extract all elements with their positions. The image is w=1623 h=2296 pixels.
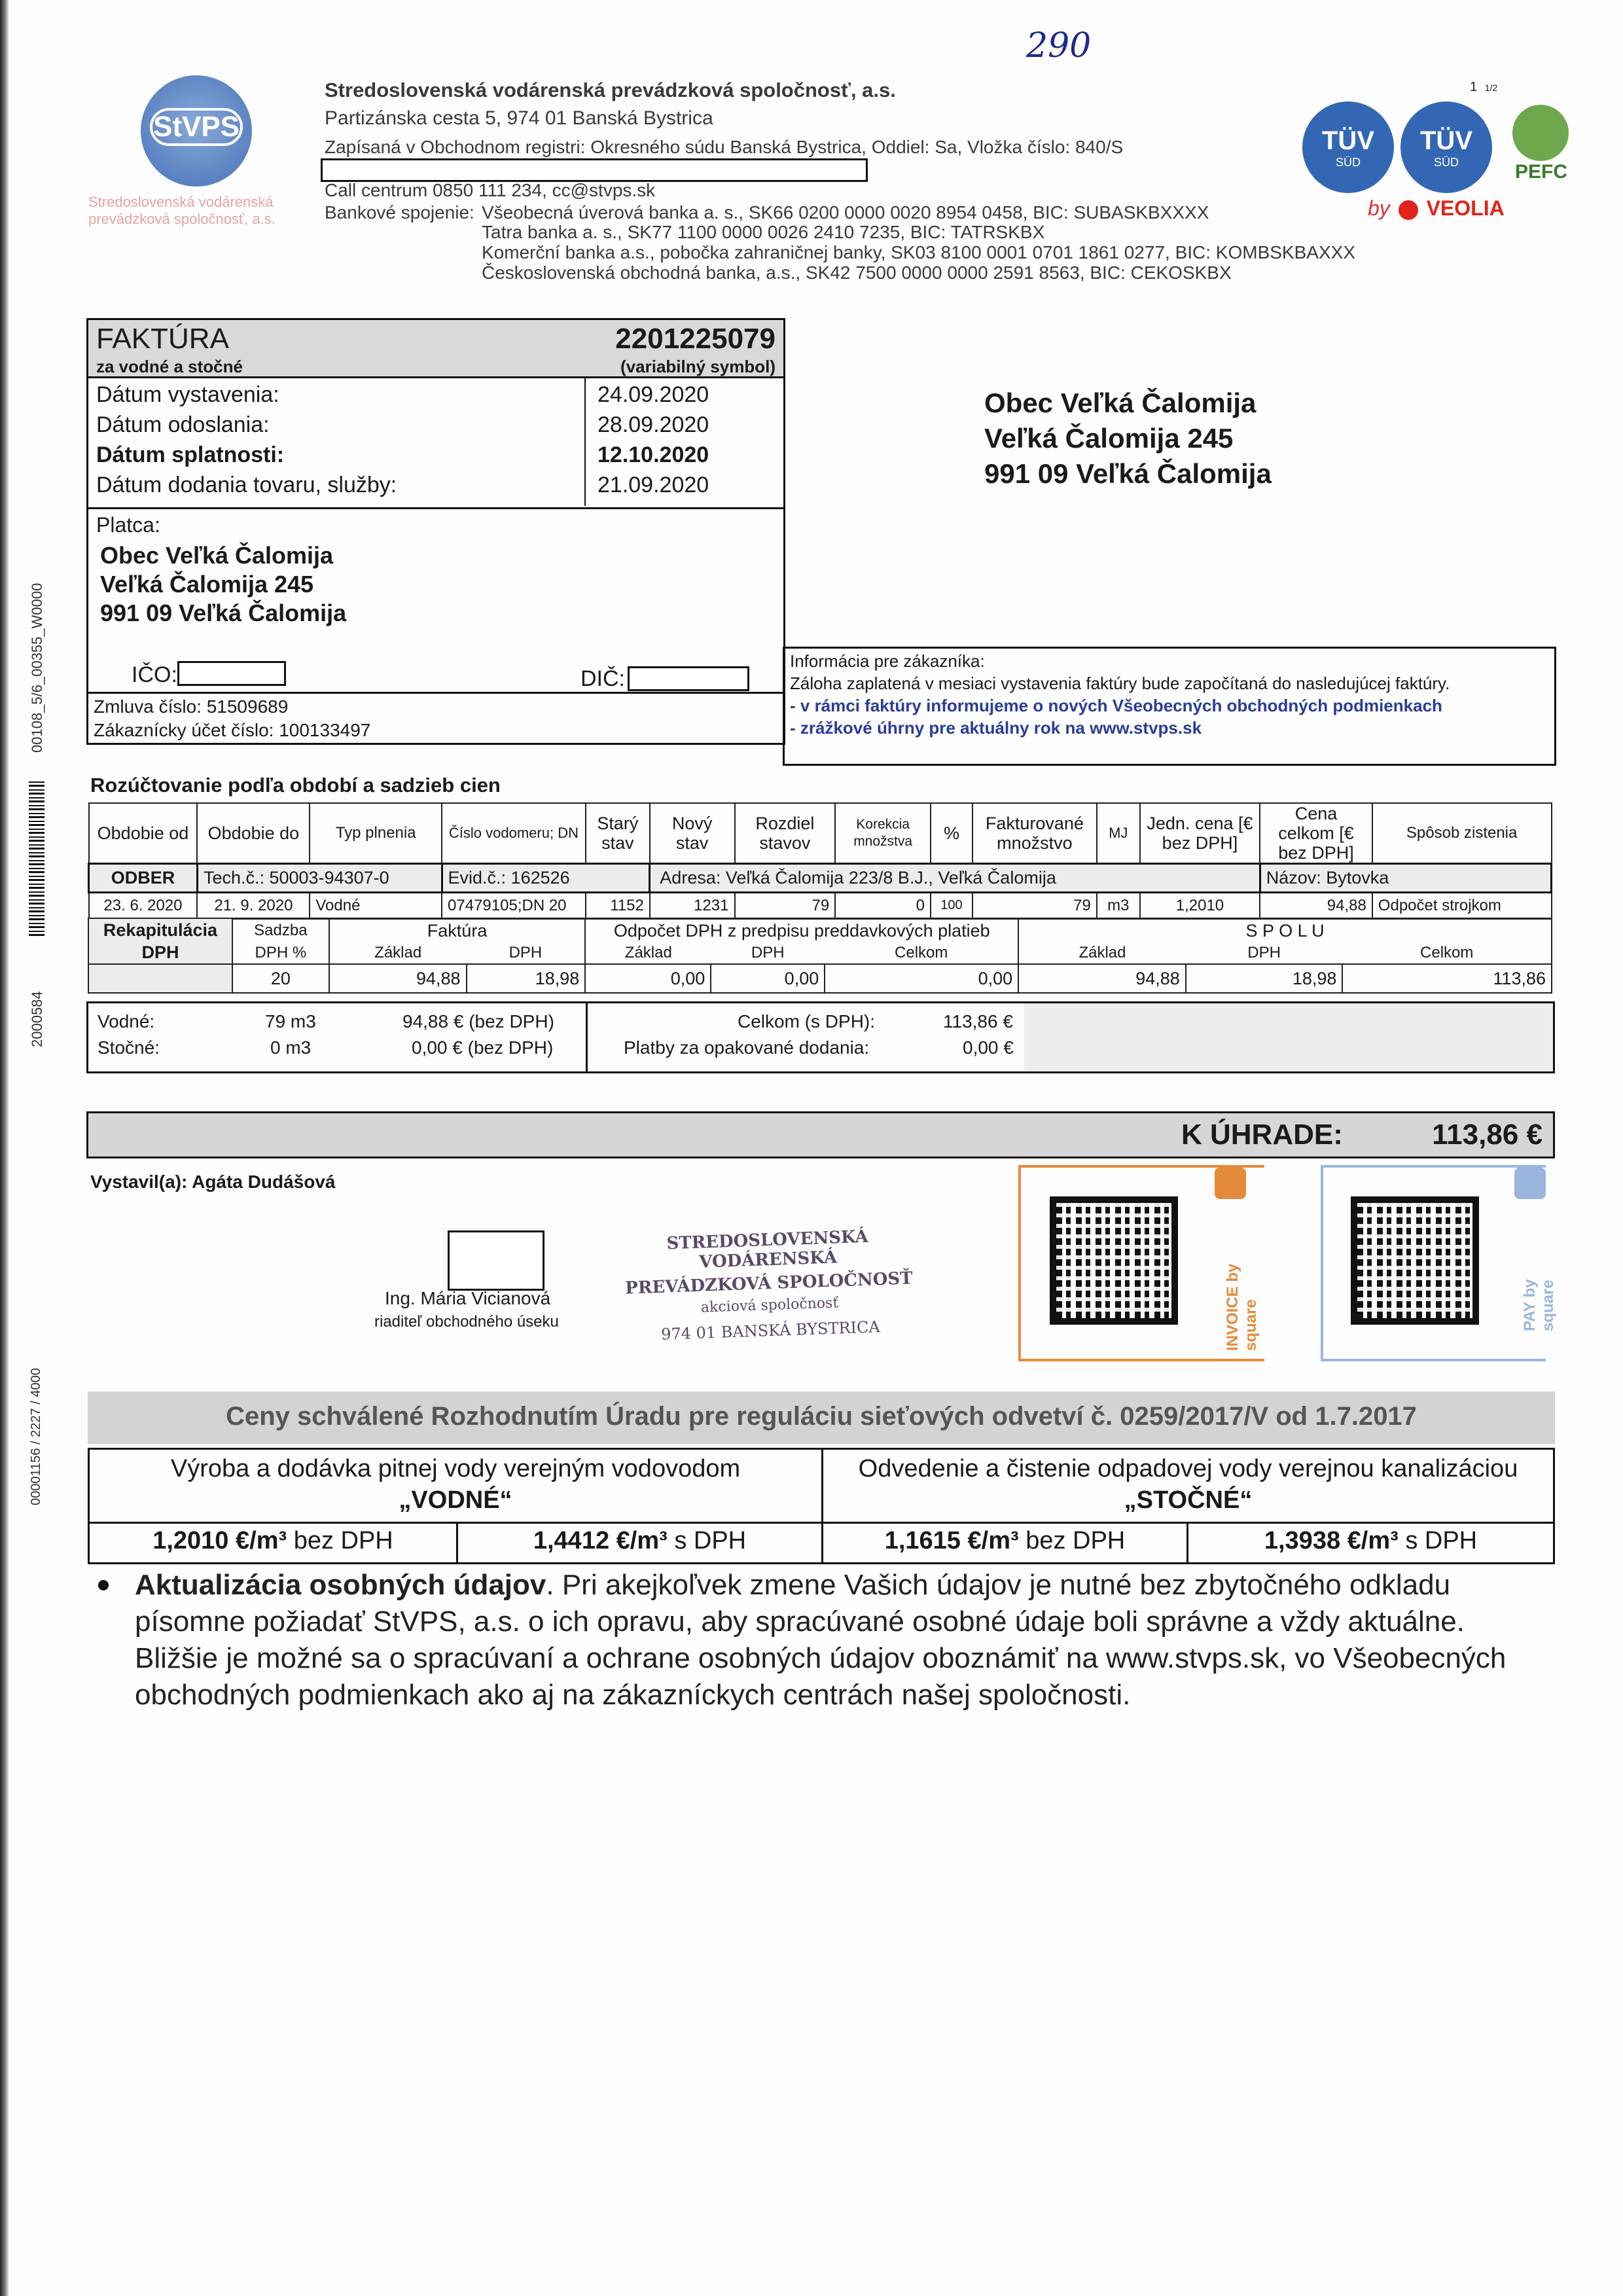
col-unit-price: Jedn. cena [€ bez DPH] [1140, 803, 1260, 864]
col-period-from: Obdobie od [89, 803, 198, 864]
ico-redacted [177, 661, 286, 686]
pay-qr-code [1351, 1196, 1479, 1325]
odber-name: Názov: Bytovka [1260, 864, 1551, 893]
date-value-issued: 24.09.2020 [597, 382, 709, 407]
recap-advance-head: Odpočet DPH z predpisu preddavkových platieb [585, 918, 1018, 942]
recap-head-row-1 [88, 918, 1552, 942]
page-counter [1470, 80, 1497, 95]
tuv-label-2: TÜV [1420, 126, 1472, 155]
sewer-price-net-suffix: bez DPH [1018, 1527, 1126, 1554]
recap-s-base: 94,88 [1018, 964, 1186, 993]
repeat-payments-value: 0,00 € [963, 1037, 1014, 1058]
odber-evid: Evid.č.: 162526 [442, 864, 650, 893]
pay-by-square-label: PAY by square [1521, 1279, 1557, 1331]
invoice-qr-code [1050, 1196, 1178, 1325]
recap-s-total: 113,86 [1342, 964, 1552, 993]
col-method: Spôsob zistenia [1372, 803, 1552, 864]
logo-text: StVPS [150, 108, 243, 146]
company-stamp [613, 1225, 925, 1345]
cell-meter: 07479105;DN 20 [442, 893, 586, 919]
date-value-delivery: 21.09.2020 [597, 473, 709, 497]
recap-o-vat-head: DPH [711, 942, 825, 964]
date-label-issued: Dátum vystavenia: [96, 382, 279, 407]
pefc-tree-icon [1512, 105, 1569, 161]
invoice-qr-doc-icon [1215, 1168, 1246, 1199]
recap-s-total-head: Celkom [1342, 942, 1552, 964]
odber-address: Adresa: Veľká Čalomija 223/8 B.J., Veľká Čalomija [650, 864, 1260, 893]
recap-f-vat-head: DPH [467, 942, 586, 964]
sewer-price-gross-suffix: s DPH [1398, 1527, 1478, 1554]
signature-redacted [448, 1230, 544, 1291]
cell-period-from: 23. 6. 2020 [89, 893, 198, 919]
recipient-line-2: Veľká Čalomija 245 [984, 423, 1234, 454]
repeat-payments-label: Platby za opakované dodania: [624, 1037, 870, 1058]
customer-info-box [783, 647, 1556, 766]
recap-f-base-head: Základ [329, 942, 467, 964]
pay-qr-card-icon [1514, 1168, 1546, 1199]
water-price-gross [458, 1527, 821, 1555]
stamp-line-3: akciová spoločnosť [700, 1295, 839, 1316]
col-old-state: Starý stav [586, 803, 650, 864]
sewer-price-net-value: 1,1615 €/m³ [884, 1527, 1019, 1554]
side-barcode [29, 779, 45, 936]
notice-bold: Aktualizácia osobných údajov [135, 1569, 546, 1601]
stocne-label: Stočné: [98, 1037, 160, 1058]
recipient-line-1: Obec Veľká Čalomija [984, 387, 1257, 418]
total-with-vat-value: 113,86 € [943, 1011, 1013, 1031]
stocne-amount: 0,00 € (bez DPH) [412, 1037, 554, 1058]
recap-title [88, 918, 232, 964]
customer-account: Zákaznícky účet číslo: 100133497 [94, 720, 371, 740]
page-counter-main: 1 [1470, 80, 1478, 94]
col-total-price: Cena celkom [€ bez DPH] [1260, 803, 1372, 864]
col-unit: MJ [1097, 803, 1140, 864]
cell-unit-price: 1,2010 [1140, 893, 1260, 919]
water-name: „VODNÉ“ [399, 1486, 512, 1514]
stamp-line-2: PREVÁDZKOVÁ SPOLOČNOSŤ [624, 1268, 914, 1299]
recap-title-line2: DPH [141, 942, 179, 962]
company-name: Stredoslovenská vodárenská prevádzková spoločnosť, a.s. [325, 79, 896, 101]
col-correction: Korekcia množstva [835, 803, 931, 864]
cell-old-state: 1152 [586, 893, 650, 919]
date-label-due: Dátum splatnosti: [96, 442, 285, 467]
pefc-label: PEFC [1514, 161, 1567, 183]
sud-label-1: SÜD [1335, 156, 1361, 169]
veolia-icon [1399, 200, 1418, 220]
veolia-label: VEOLIA [1426, 196, 1505, 220]
invoice-by-square-label: INVOICE by square [1224, 1263, 1260, 1351]
info-line-3: - zrážkové úhrny pre aktuálny rok na www.stvps.sk [790, 718, 1202, 738]
redacted-line [321, 158, 868, 182]
notice-text: . Pri akejkoľvek zmene Vašich údajov je nutné bez zbytočného odkladu písomne požiadať StVPS, a.s. o ich opravu, aby spracúvané osobné údaje boli správne a vždy aktuálne. Bližšie je možné sa o spracúvaní a ochrane osobných údajov oboznámiť na www.stvps.sk, vo Všeobecných obchodných podmienkach ako aj na zákazníckych centrách našej spoločnosti. [135, 1569, 1507, 1711]
contract-section [88, 692, 783, 745]
prices-row-divider [90, 1522, 1553, 1524]
company-address: Partizánska cesta 5, 974 01 Banská Bystrica [325, 107, 713, 129]
recap-o-base-head: Základ [585, 942, 711, 964]
summary-divider [586, 1003, 588, 1071]
cell-supply-type: Vodné [310, 893, 442, 919]
date-value-sent: 28.09.2020 [597, 412, 709, 437]
payer-section [88, 507, 783, 694]
recap-blank [88, 964, 232, 993]
cell-method: Odpočet strojkom [1372, 893, 1552, 919]
sewer-price-net [823, 1527, 1186, 1555]
cell-total-price: 94,88 [1260, 893, 1372, 919]
prices-title: Ceny schválené Rozhodnutím Úradu pre reguláciu sieťových odvetví č. 0259/2017/V od 1.7.2017 [226, 1402, 1417, 1431]
recap-total-head: S P O L U [1018, 918, 1552, 942]
side-code-middle: 2000584 [29, 991, 45, 1047]
vat-recap-table [88, 918, 1552, 994]
breakdown-table [88, 802, 1552, 920]
summary-right-shade [1024, 1003, 1553, 1071]
total-with-vat-label: Celkom (s DPH): [738, 1011, 876, 1031]
water-heading: Výroba a dodávka pitnej vody verejným vodovodom [170, 1455, 741, 1482]
dates-divider [584, 378, 586, 506]
stamp-line-1: STREDOSLOVENSKÁ VODÁRENSKÁ [666, 1227, 869, 1272]
recap-value-row [88, 964, 1552, 993]
bank-line-2: Tatra banka a. s., SK77 1100 0000 0026 2410 7235, BIC: TATRSKBX [482, 222, 1045, 242]
recap-o-base: 0,00 [585, 964, 711, 993]
col-period-to: Obdobie do [197, 803, 310, 864]
cell-new-state: 1231 [650, 893, 735, 919]
info-title: Informácia pre zákazníka: [790, 651, 985, 671]
invoice-qr-frame [1018, 1165, 1264, 1361]
date-label-delivery: Dátum dodania tovaru, služby: [96, 473, 397, 497]
recap-o-vat: 0,00 [711, 964, 825, 993]
tuv-label-1: TÜV [1322, 126, 1374, 155]
page-counter-small: 1/2 [1484, 82, 1498, 93]
date-value-due: 12.10.2020 [597, 442, 709, 467]
sewer-heading: Odvedenie a čistenie odpadovej vody verejnou kanalizáciou [858, 1455, 1518, 1482]
cell-difference: 79 [735, 893, 836, 919]
recap-f-vat: 18,98 [467, 964, 586, 993]
water-price-net-suffix: bez DPH [287, 1527, 393, 1554]
cell-invoiced-qty: 79 [972, 893, 1097, 919]
cell-correction: 0 [835, 893, 931, 919]
info-line-1: Záloha zaplatená v mesiaci vystavenia faktúry bude započítaná do nasledujúcej faktúry. [790, 673, 1450, 693]
logo-caption-line1: Stredoslovenská vodárenská [88, 194, 274, 210]
recap-s-base-head: Základ [1018, 942, 1186, 964]
cell-percent: 100 [931, 893, 972, 919]
company-callcentre: Call centrum 0850 111 234, cc@stvps.sk [325, 180, 656, 200]
col-supply-type: Typ plnenia [310, 803, 442, 864]
water-price-gross-suffix: s DPH [667, 1527, 747, 1554]
pay-qr-frame [1321, 1165, 1557, 1361]
vodne-qty: 79 m3 [265, 1011, 316, 1031]
personal-data-notice [135, 1567, 1548, 1713]
bank-line-1: Všeobecná úverová banka a. s., SK66 0200 0000 0020 8954 0458, BIC: SUBASKBXXXX [482, 202, 1209, 223]
recap-rate-unit: DPH % [232, 942, 329, 964]
invoice-dates [88, 378, 783, 506]
invoice-subtitle: za vodné a stočné [96, 357, 243, 376]
payer-label: Platca: [96, 513, 160, 537]
payer-line-3: 991 09 Veľká Čalomija [100, 600, 347, 626]
col-new-state: Nový stav [650, 803, 735, 864]
vodne-amount: 94,88 € (bez DPH) [402, 1011, 554, 1031]
amount-due-bar [86, 1111, 1555, 1158]
tuv-logo-1 [1302, 101, 1394, 193]
company-logo [141, 75, 252, 187]
breakdown-data-row [89, 893, 1552, 919]
amount-due-label: K ÚHRADE: [1181, 1119, 1343, 1151]
dic-redacted [628, 666, 749, 691]
col-percent: % [931, 803, 972, 864]
cell-period-to: 21. 9. 2020 [197, 893, 310, 919]
recap-f-base: 94,88 [329, 964, 467, 993]
vodne-label: Vodné: [98, 1011, 155, 1031]
prices-box [88, 1448, 1555, 1564]
recipient-line-3: 991 09 Veľká Čalomija [984, 458, 1272, 489]
signatory-role: riaditeľ obchodného úseku [374, 1313, 559, 1331]
signatory-name: Ing. Mária Vicianová [385, 1288, 551, 1308]
odber-row [89, 864, 1552, 893]
by-label: by [1368, 196, 1390, 220]
scan-edge [0, 0, 9, 2296]
logo-caption-line2: prevádzková spoločnosť, a.s. [88, 211, 276, 227]
recap-rate-value: 20 [232, 964, 329, 993]
sewer-name: „STOČNÉ“ [1124, 1486, 1253, 1514]
company-registry: Zapísaná v Obchodnom registri: Okresného súdu Banská Bystrica, Oddiel: Sa, Vložka číslo: 840/S [325, 137, 1124, 157]
contract-number: Zmluva číslo: 51509689 [94, 696, 289, 717]
veolia-mark [1368, 196, 1505, 221]
invoice-box [86, 318, 785, 745]
odber-label: ODBER [89, 864, 198, 893]
invoice-title-bar [88, 320, 783, 378]
ico-label: IČO: [132, 662, 177, 687]
sewer-price-gross-value: 1,3938 €/m³ [1264, 1527, 1399, 1554]
odber-tech: Tech.č.: 50003-94307-0 [197, 864, 442, 893]
recap-s-vat: 18,98 [1186, 964, 1343, 993]
payer-line-2: Veľká Čalomija 245 [100, 571, 314, 598]
pefc-logo [1502, 105, 1580, 183]
invoice-title: FAKTÚRA [96, 323, 229, 355]
breakdown-title: Rozúčtovanie podľa období a sadzieb cien [90, 774, 501, 797]
recap-rate-label: Sadzba [232, 918, 329, 942]
summary-box [86, 1001, 1555, 1073]
info-line-2: - v rámci faktúry informujeme o nových Všeobecných obchodných podmienkach [790, 696, 1442, 715]
water-price-net-value: 1,2010 €/m³ [152, 1527, 287, 1554]
col-difference: Rozdiel stavov [735, 803, 836, 864]
logo-caption [88, 194, 276, 228]
payer-line-1: Obec Veľká Čalomija [100, 542, 334, 569]
amount-due-value: 113,86 € [1432, 1119, 1543, 1151]
sud-label-2: SÜD [1433, 156, 1459, 169]
water-price-gross-value: 1,4412 €/m³ [533, 1527, 668, 1554]
recap-title-line1: Rekapitulácia [103, 920, 217, 940]
stamp-line-4: 974 01 BANSKÁ BYSTRICA [660, 1318, 881, 1344]
dic-label: DIČ: [580, 666, 625, 691]
recap-s-vat-head: DPH [1186, 942, 1343, 964]
bullet-icon [98, 1580, 109, 1590]
col-invoiced-qty: Fakturované množstvo [972, 803, 1097, 864]
sewer-price-gross [1188, 1527, 1553, 1555]
recap-invoice-head: Faktúra [329, 918, 586, 942]
stocne-qty: 0 m3 [270, 1037, 312, 1058]
prices-title-bar [88, 1391, 1555, 1444]
bank-line-4: Československá obchodná banka, a.s., SK42 7500 0000 0000 2591 8563, BIC: CEKOSKBX [482, 262, 1232, 283]
invoice-number-note: (variabilný symbol) [620, 357, 776, 376]
handwritten-number: 290 [1026, 26, 1092, 65]
breakdown-header-row [89, 803, 1552, 864]
bank-label: Bankové spojenie: [325, 202, 474, 223]
cell-unit: m3 [1097, 893, 1140, 919]
side-code-bottom: 00001156 / 2227 / 4000 [29, 1368, 43, 1505]
issued-by: Vystavil(a): Agáta Dudášová [90, 1172, 336, 1192]
bank-line-3: Komerční banka a.s., pobočka zahraničnej banky, SK03 8100 0001 0701 1861 0277, BIC: KOMBSKBAXXX [482, 242, 1355, 262]
invoice-number: 2201225079 [615, 323, 776, 355]
recap-head-row-2 [88, 942, 1552, 964]
side-code-top: 00108_5/6_00355_W0000 [29, 583, 45, 753]
tuv-logo-2 [1400, 101, 1492, 193]
recap-o-total-head: Celkom [825, 942, 1018, 964]
col-meter: Číslo vodomeru; DN [442, 803, 586, 864]
water-price-net [90, 1527, 456, 1555]
date-label-sent: Dátum odoslania: [96, 412, 270, 437]
recap-o-total: 0,00 [825, 964, 1018, 993]
